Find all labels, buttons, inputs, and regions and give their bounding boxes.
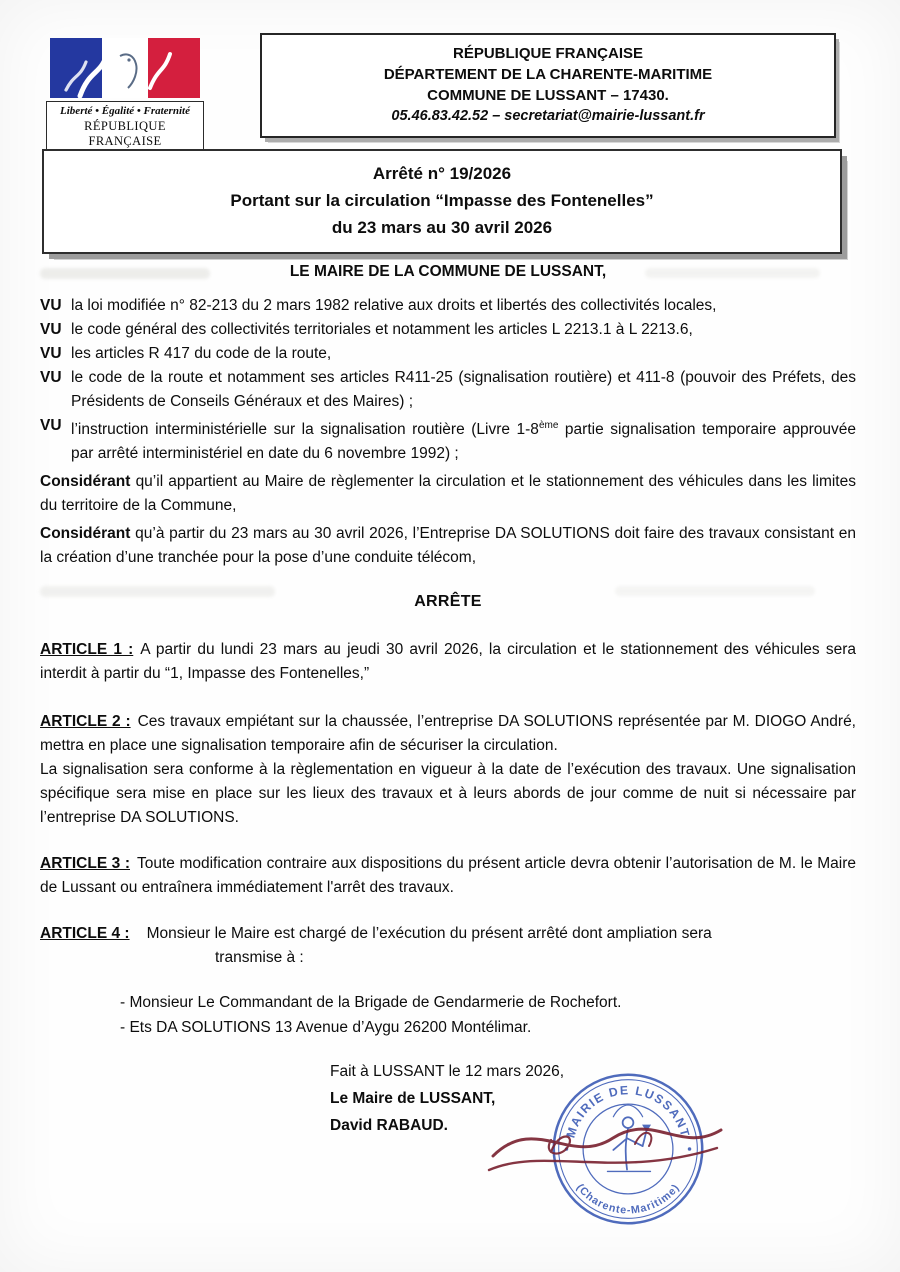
vu-label: VU [40,297,62,314]
commune-info-box [260,33,836,138]
intro-heading: LE MAIRE DE LA COMMUNE DE LUSSANT, [289,263,607,280]
closing-signatory-name: David RABAUD. [330,1117,448,1135]
stamp-top-text: MAIRIE DE LUSSANT [563,1083,693,1140]
info-departement: DÉPARTEMENT DE LA CHARENTE-MARITIME [383,66,713,83]
considerant-clause [40,470,856,518]
recipient-list [120,990,856,1040]
article-1-label: ARTICLE 1 : [40,641,134,659]
info-republic: RÉPUBLIQUE FRANÇAISE [452,45,643,62]
info-commune: COMMUNE DE LUSSANT – 17430. [427,87,669,104]
logo-caption-box [46,101,204,153]
considerant-clause [40,522,856,570]
republic-logo-block [46,38,204,153]
signature [485,1096,730,1196]
vu-label: VU [40,369,62,386]
article-2-text-continued: La signalisation sera conforme à la règlementation en vigueur à la date de l’exécution des travaux. Une signalisation spécifique sera mise en place sur les lieux des travaux et à leurs abords de jour comme de nuit si nécessaire par l’entreprise DA SOLUTIONS. [40,761,856,827]
info-contact: 05.46.83.42.52 – secretariat@mairie-lussant.fr [391,108,705,124]
vu-label: VU [40,417,62,434]
article-2-text: Ces travaux empiétant sur la chaussée, l’entreprise DA SOLUTIONS représentée par M. DIOGO André, mettra en place une signalisation temporaire afin de sécuriser la circulation. [40,713,856,755]
article-4-text: Monsieur le Maire est chargé de l’exécution du présent arrêté dont ampliation sera [146,925,712,943]
closing-place-date: Fait à LUSSANT le 12 mars 2026, [330,1063,565,1081]
article-3-text: Toute modification contraire aux dispositions du présent article devra obtenir l’autorisation de M. le Maire de Lussant ou entraînera immédiatement l'arrêt des travaux. [40,855,857,897]
decree-subject: Portant sur la circulation “Impasse des Fontenelles” [230,191,654,210]
article-2 [40,710,856,830]
article-2-label: ARTICLE 2 : [40,713,131,731]
considerant-label: Considérant [40,525,131,543]
vu-clause [40,318,856,342]
vu-text: les articles R 417 du code de la route, [71,345,332,362]
article-1-text: A partir du lundi 23 mars au jeudi 30 avril 2026, la circulation et le stationnement des véhicules sera interdit à partir du “1, Impasse des Fontenelles,” [40,641,856,683]
vu-text-continued: partie signalisation temporaire approuvée par arrêté interministériel en date du 6 novembre 1992) ; [71,421,856,463]
vu-label: VU [40,321,62,338]
article-4-label: ARTICLE 4 : [40,925,130,943]
vu-text: le code général des collectivités territoriales et notamment les articles L 2213.1 à L 2213.6, [71,321,693,338]
vu-text: la loi modifiée n° 82-213 du 2 mars 1982 relative aux droits et libertés des collectivités locales, [71,297,717,314]
decree-title-box [42,149,842,254]
vu-clause [40,294,856,318]
article-3-label: ARTICLE 3 : [40,855,130,873]
considerant-text: qu’à partir du 23 mars au 30 avril 2026, l’Entreprise DA SOLUTIONS doit faire des travaux consistant en la création d’une tranchée pour la pose d’une conduite télécom, [40,525,856,567]
document-body [40,260,856,1139]
vu-clause [40,414,856,466]
considerant-text: qu’il appartient au Maire de règlementer la circulation et le stationnement des véhicules dans les limites du territoire de la Commune, [40,473,856,515]
article-4-text-continued: transmise à : [215,949,304,967]
arrete-heading: ARRÊTE [414,593,482,611]
vu-text: l’instruction interministérielle sur la signalisation routière (Livre 1-8 [71,421,539,439]
article-4 [40,922,856,970]
recipient-item: - Ets DA SOLUTIONS 13 Avenue d’Aygu 26200 Montélimar. [120,1019,532,1037]
stamp-bottom-text: (Charente-Maritime) [573,1181,683,1217]
recipient-item: - Monsieur Le Commandant de la Brigade de Gendarmerie de Rochefort. [120,994,622,1012]
article-1 [40,638,856,686]
vu-clause [40,366,856,414]
vu-clause [40,342,856,366]
french-flag-marianne-icon [50,38,200,98]
closing-signatory-title: Le Maire de LUSSANT, [330,1090,496,1108]
decree-dates: du 23 mars au 30 avril 2026 [331,218,553,237]
vu-superscript: ème [538,420,559,431]
vu-label: VU [40,345,62,362]
logo-motto: Liberté • Égalité • Fraternité [60,105,190,117]
considerant-label: Considérant [40,473,131,491]
article-3 [40,852,856,900]
logo-republic-label: RÉPUBLIQUE FRANÇAISE [84,119,166,148]
vu-text: le code de la route et notamment ses articles R411-25 (signalisation routière) et 411-8 (pouvoir des Préfets, des Présidents de Conseils Généraux et des Maires) ; [71,369,856,410]
decree-number: Arrêté n° 19/2026 [372,164,512,183]
